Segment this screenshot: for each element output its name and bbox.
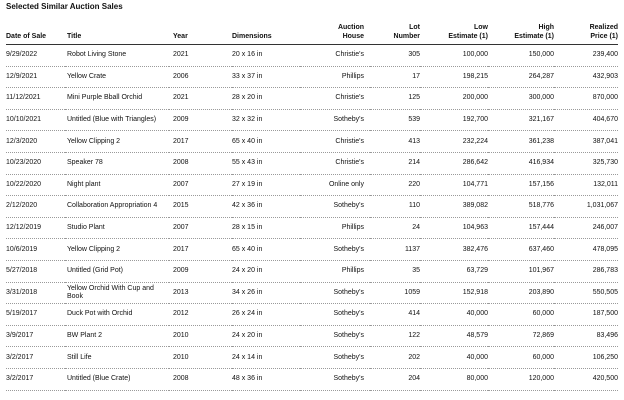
cell-auction-house: Phillips — [300, 66, 370, 88]
cell-dimensions: 32 x 32 in — [232, 109, 300, 131]
cell-year: 2017 — [169, 239, 232, 261]
cell-title: Speaker 78 — [65, 152, 169, 174]
cell-high-estimate: 203,890 — [488, 282, 554, 304]
cell-title: Mini Purple Bball Orchid — [65, 88, 169, 110]
cell-high-estimate: 157,444 — [488, 217, 554, 239]
cell-title: Robot Living Stone — [65, 45, 169, 67]
cell-high-estimate: 416,934 — [488, 152, 554, 174]
cell-lot-number: 110 — [370, 196, 420, 218]
cell-dimensions: 27 x 19 in — [232, 174, 300, 196]
cell-year: 2008 — [169, 368, 232, 390]
cell-dimensions: 24 x 20 in — [232, 260, 300, 282]
table-row — [6, 174, 618, 196]
table-heading: Selected Similar Auction Sales — [6, 2, 123, 11]
cell-auction-house: Christie's — [300, 45, 370, 67]
col-header-lot-number: Lot Number — [370, 17, 420, 45]
cell-title: Studio Plant — [65, 217, 169, 239]
table-row — [6, 152, 618, 174]
cell-low-estimate: 104,963 — [420, 217, 488, 239]
cell-date: 10/10/2021 — [6, 109, 65, 131]
cell-low-estimate: 192,700 — [420, 109, 488, 131]
cell-dimensions: 24 x 14 in — [232, 347, 300, 369]
cell-high-estimate: 101,967 — [488, 260, 554, 282]
cell-dimensions: 34 x 26 in — [232, 282, 300, 304]
table-row — [6, 325, 618, 347]
cell-low-estimate: 200,000 — [420, 88, 488, 110]
cell-lot-number: 122 — [370, 325, 420, 347]
cell-high-estimate: 72,869 — [488, 325, 554, 347]
cell-realized-price: 404,670 — [554, 109, 618, 131]
cell-low-estimate: 40,000 — [420, 304, 488, 326]
table-row — [6, 88, 618, 110]
cell-year: 2006 — [169, 66, 232, 88]
table-row — [6, 260, 618, 282]
cell-realized-price: 106,250 — [554, 347, 618, 369]
cell-realized-price: 387,041 — [554, 131, 618, 153]
col-header-high-estimate: High Estimate (1) — [488, 17, 554, 45]
cell-date: 3/9/2017 — [6, 325, 65, 347]
header-row — [6, 17, 618, 45]
cell-high-estimate: 361,238 — [488, 131, 554, 153]
cell-title: Yellow Clipping 2 — [65, 131, 169, 153]
cell-high-estimate: 264,287 — [488, 66, 554, 88]
cell-lot-number: 214 — [370, 152, 420, 174]
cell-title: Untitled (Blue Crate) — [65, 368, 169, 390]
cell-year: 2009 — [169, 109, 232, 131]
cell-date: 2/12/2020 — [6, 196, 65, 218]
cell-date: 12/12/2019 — [6, 217, 65, 239]
cell-lot-number: 413 — [370, 131, 420, 153]
col-header-low-estimate: Low Estimate (1) — [420, 17, 488, 45]
cell-auction-house: Christie's — [300, 88, 370, 110]
col-header-date: Date of Sale — [6, 17, 65, 45]
cell-auction-house: Phillips — [300, 260, 370, 282]
table-row — [6, 304, 618, 326]
cell-title: Untitled (Blue with Triangles) — [65, 109, 169, 131]
cell-dimensions: 33 x 37 in — [232, 66, 300, 88]
cell-high-estimate: 120,000 — [488, 368, 554, 390]
cell-year: 2015 — [169, 196, 232, 218]
cell-high-estimate: 60,000 — [488, 347, 554, 369]
table-row — [6, 368, 618, 390]
cell-year: 2008 — [169, 152, 232, 174]
cell-auction-house: Christie's — [300, 152, 370, 174]
cell-lot-number: 204 — [370, 368, 420, 390]
cell-dimensions: 26 x 24 in — [232, 304, 300, 326]
cell-low-estimate: 104,771 — [420, 174, 488, 196]
table-row — [6, 196, 618, 218]
cell-realized-price: 246,007 — [554, 217, 618, 239]
cell-date: 10/6/2019 — [6, 239, 65, 261]
cell-realized-price: 325,730 — [554, 152, 618, 174]
cell-year: 2012 — [169, 304, 232, 326]
cell-date: 12/3/2020 — [6, 131, 65, 153]
cell-dimensions: 20 x 16 in — [232, 45, 300, 67]
cell-realized-price: 83,496 — [554, 325, 618, 347]
cell-high-estimate: 637,460 — [488, 239, 554, 261]
cell-lot-number: 414 — [370, 304, 420, 326]
cell-dimensions: 48 x 36 in — [232, 368, 300, 390]
cell-low-estimate: 80,000 — [420, 368, 488, 390]
table-row — [6, 131, 618, 153]
cell-date: 9/29/2022 — [6, 45, 65, 67]
cell-dimensions: 28 x 20 in — [232, 88, 300, 110]
cell-realized-price: 239,400 — [554, 45, 618, 67]
cell-lot-number: 35 — [370, 260, 420, 282]
cell-title: Collaboration Appropriation 4 — [65, 196, 169, 218]
cell-high-estimate: 150,000 — [488, 45, 554, 67]
cell-year: 2010 — [169, 347, 232, 369]
cell-dimensions: 42 x 36 in — [232, 196, 300, 218]
cell-low-estimate: 286,642 — [420, 152, 488, 174]
cell-low-estimate: 152,918 — [420, 282, 488, 304]
table-row — [6, 109, 618, 131]
cell-date: 10/23/2020 — [6, 152, 65, 174]
cell-lot-number: 24 — [370, 217, 420, 239]
cell-lot-number: 202 — [370, 347, 420, 369]
cell-high-estimate: 518,776 — [488, 196, 554, 218]
cell-title: Yellow Orchid With Cup and Book — [65, 282, 169, 304]
cell-dimensions: 65 x 40 in — [232, 131, 300, 153]
cell-auction-house: Sotheby's — [300, 109, 370, 131]
cell-title: Duck Pot with Orchid — [65, 304, 169, 326]
cell-year: 2009 — [169, 260, 232, 282]
cell-lot-number: 1137 — [370, 239, 420, 261]
cell-auction-house: Sotheby's — [300, 196, 370, 218]
cell-date: 10/22/2020 — [6, 174, 65, 196]
cell-auction-house: Sotheby's — [300, 239, 370, 261]
cell-title: Untitled (Grid Pot) — [65, 260, 169, 282]
cell-lot-number: 539 — [370, 109, 420, 131]
cell-lot-number: 17 — [370, 66, 420, 88]
cell-low-estimate: 232,224 — [420, 131, 488, 153]
cell-realized-price: 132,011 — [554, 174, 618, 196]
cell-realized-price: 420,500 — [554, 368, 618, 390]
table-row — [6, 45, 618, 67]
cell-low-estimate: 48,579 — [420, 325, 488, 347]
cell-high-estimate: 60,000 — [488, 304, 554, 326]
cell-date: 3/31/2018 — [6, 282, 65, 304]
cell-lot-number: 125 — [370, 88, 420, 110]
cell-year: 2021 — [169, 45, 232, 67]
cell-year: 2010 — [169, 325, 232, 347]
col-header-dimensions: Dimensions — [232, 17, 300, 45]
cell-realized-price: 187,500 — [554, 304, 618, 326]
cell-lot-number: 220 — [370, 174, 420, 196]
cell-title: Yellow Crate — [65, 66, 169, 88]
col-header-year: Year — [169, 17, 232, 45]
cell-realized-price: 286,783 — [554, 260, 618, 282]
cell-date: 5/19/2017 — [6, 304, 65, 326]
cell-year: 2017 — [169, 131, 232, 153]
cell-year: 2013 — [169, 282, 232, 304]
cell-date: 3/2/2017 — [6, 347, 65, 369]
cell-low-estimate: 389,082 — [420, 196, 488, 218]
table-row — [6, 347, 618, 369]
cell-realized-price: 432,903 — [554, 66, 618, 88]
cell-auction-house: Sotheby's — [300, 282, 370, 304]
col-header-auction-house: Auction House — [300, 17, 370, 45]
cell-auction-house: Sotheby's — [300, 304, 370, 326]
cell-low-estimate: 40,000 — [420, 347, 488, 369]
cell-dimensions: 65 x 40 in — [232, 239, 300, 261]
cell-year: 2021 — [169, 88, 232, 110]
cell-high-estimate: 300,000 — [488, 88, 554, 110]
cell-date: 5/27/2018 — [6, 260, 65, 282]
cell-high-estimate: 321,167 — [488, 109, 554, 131]
cell-low-estimate: 198,215 — [420, 66, 488, 88]
cell-realized-price: 478,095 — [554, 239, 618, 261]
cell-auction-house: Sotheby's — [300, 325, 370, 347]
cell-auction-house: Sotheby's — [300, 347, 370, 369]
cell-date: 3/2/2017 — [6, 368, 65, 390]
auction-sales-table — [6, 17, 618, 391]
col-header-title: Title — [65, 17, 169, 45]
cell-low-estimate: 63,729 — [420, 260, 488, 282]
cell-auction-house: Christie's — [300, 131, 370, 153]
table-row — [6, 217, 618, 239]
cell-title: Night plant — [65, 174, 169, 196]
table-row — [6, 239, 618, 261]
cell-lot-number: 1059 — [370, 282, 420, 304]
cell-realized-price: 550,505 — [554, 282, 618, 304]
cell-auction-house: Phillips — [300, 217, 370, 239]
cell-title: Still Life — [65, 347, 169, 369]
cell-title: BW Plant 2 — [65, 325, 169, 347]
cell-low-estimate: 382,476 — [420, 239, 488, 261]
cell-high-estimate: 157,156 — [488, 174, 554, 196]
cell-lot-number: 305 — [370, 45, 420, 67]
cell-low-estimate: 100,000 — [420, 45, 488, 67]
cell-realized-price: 870,000 — [554, 88, 618, 110]
cell-date: 11/12/2021 — [6, 88, 65, 110]
cell-dimensions: 24 x 20 in — [232, 325, 300, 347]
table-row — [6, 66, 618, 88]
col-header-realized-price: Realized Price (1) — [554, 17, 618, 45]
cell-date: 12/9/2021 — [6, 66, 65, 88]
cell-auction-house: Online only — [300, 174, 370, 196]
table-row — [6, 282, 618, 304]
cell-title: Yellow Clipping 2 — [65, 239, 169, 261]
cell-dimensions: 28 x 15 in — [232, 217, 300, 239]
cell-auction-house: Sotheby's — [300, 368, 370, 390]
cell-dimensions: 55 x 43 in — [232, 152, 300, 174]
cell-year: 2007 — [169, 174, 232, 196]
cell-year: 2007 — [169, 217, 232, 239]
cell-realized-price: 1,031,067 — [554, 196, 618, 218]
